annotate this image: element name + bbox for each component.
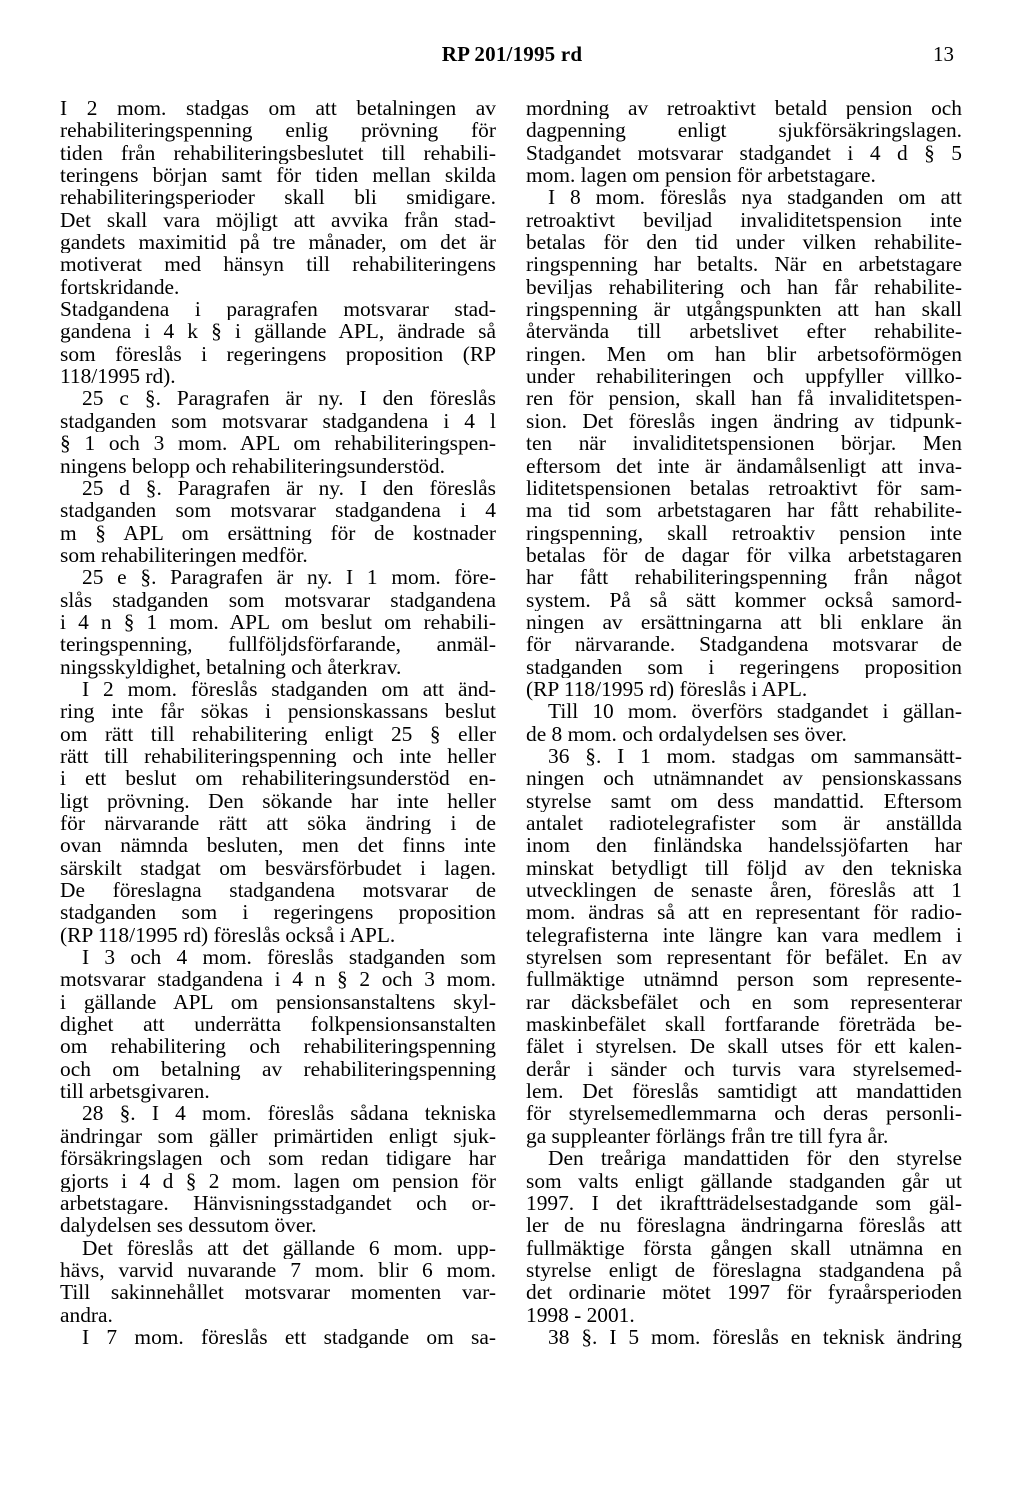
text-line: till arbetsgivaren. [60,1079,210,1104]
text-line: om rehabilitering och rehabiliteringspenning [60,1035,496,1058]
text-line: arbetstagare. Hänvisningsstadgandet och or- [60,1191,496,1215]
text-line: tiden från rehabiliteringsbeslutet till rehabili- [60,141,496,165]
text-line: ringen. Men om han blir arbetsoförmögen [526,342,962,366]
text-line: det ordinarie mötet 1997 för fyraårsperioden [526,1281,962,1304]
text-line: gandena i 4 k § i gällande APL, ändrade så [60,320,496,343]
text-line: om rätt till rehabilitering enligt 25 § eller [60,722,496,745]
text-line: betalas för de dagar för vilka arbetstagaren [526,543,962,567]
text-line: ovan nämnda besluten, men det finns inte [60,834,496,857]
right-column [526,97,962,1348]
text-line: 38 §. I 5 mom. föreslås en teknisk ändring [548,1325,962,1349]
text-line: ringspenning är utgångspunkten att han skall [526,298,962,321]
text-line: ma tid som arbetstagaren har fått rehabilite- [526,499,962,522]
document-title: RP 201/1995 rd [441,42,583,66]
text-line: ga suppleanter förlängs från tre till fyra år. [526,1123,889,1148]
text-line: mom. ändras så att en representant för radio- [526,901,962,924]
text-line: Stadgandet motsvarar stadgandet i 4 d § 5 [526,141,962,165]
text-line: minskat betydligt till följd av den tekniska [526,856,962,880]
text-line: motiverat med hänsyn till rehabiliteringens [60,253,496,276]
text-line: gandets maximitid på tre månader, om det är [60,231,496,254]
text-line: stadganden som i regeringens proposition [526,655,962,678]
text-line: 118/1995 rd). [60,364,176,389]
text-line: som valts enligt gällande stadganden går ut [526,1169,962,1192]
text-line: mordning av retroaktivt betald pension och [526,97,962,120]
text-line: derår i sänder och turvis vara styrelsemed- [526,1057,962,1081]
text-line: (RP 118/1995 rd) föreslås också i APL. [60,922,396,947]
text-line: § 1 och 3 mom. APL om rehabiliteringspen- [60,432,496,455]
text-line: ringspenning, skall retroaktiv pension inte [526,521,962,544]
text-line: (RP 118/1995 rd) föreslås i APL. [526,676,808,701]
text-line: I 8 mom. föreslås nya stadganden om att [548,186,962,209]
text-line: 25 e §. Paragrafen är ny. I 1 mom. före- [82,566,496,589]
text-line: motsvarar stadgandena i 4 n § 2 och 3 mom. [60,968,496,991]
text-line: styrelse enligt de föreslagna stadgandena på [526,1258,962,1282]
text-line: andra. [60,1302,113,1327]
text-line: dighet att underrätta folkpensionsanstalten [60,1013,496,1036]
text-line: teringens början samt för tiden mellan skilda [60,164,496,187]
text-line: styrelsen som representant för befälet. En av [526,946,962,969]
text-line: slås stadganden som motsvarar stadgandena [60,588,496,611]
text-line: ningens belopp och rehabiliteringsunderstöd. [60,453,445,478]
text-line: för närvarande. Stadgandena motsvarar de [526,633,962,656]
text-line: för närvarande rätt att söka ändring i de [60,812,496,835]
text-line: Det föreslås att det gällande 6 mom. upp- [82,1236,496,1259]
text-line: rehabiliteringsperioder skall bli smidigare. [60,186,496,209]
text-line: beviljas rehabilitering och han får rehabilite- [526,275,962,299]
text-line: Till 10 mom. överförs stadgandet i gällan- [548,700,962,723]
text-line: ligt prövning. Den sökande har inte heller [60,789,496,812]
text-line: återvända till arbetslivet efter rehabilite- [526,320,962,343]
text-line: 25 c §. Paragrafen är ny. I den föreslås [82,387,496,410]
text-line: ring inte får sökas i pensionskassans beslut [60,700,496,723]
text-line: fullmäktige första gången skall utnämna en [526,1236,962,1259]
text-line: telegrafisterna inte längre kan vara medlem i [526,923,962,947]
text-line: ten när invaliditetspensionen börjar. Men [526,432,962,455]
text-line: dalydelsen ses dessutom över. [60,1213,317,1238]
text-line: maskinbefälet skall fortfarande företräda be- [526,1013,962,1036]
text-line: ningsskyldighet, betalning och återkrav. [60,654,402,679]
text-line: under rehabiliteringen och uppfyller villko- [526,365,962,388]
text-line: hävs, varvid nuvarande 7 mom. blir 6 mom. [60,1258,496,1282]
page-header [0,42,1024,76]
text-line: lem. Det föreslås samtidigt att mandattiden [526,1080,962,1103]
text-line: ringspenning har betalts. När en arbetstagare [526,253,962,276]
text-line: Det skall vara möjligt att avvika från stad- [60,208,496,232]
text-line: i 4 n § 1 mom. APL om beslut om rehabili- [60,610,496,634]
text-line: stadganden som i regeringens proposition [60,901,496,924]
text-line: sion. Det föreslås ingen ändring av tidpunk- [526,409,962,433]
left-column [60,97,496,1348]
text-line: gjorts i 4 d § 2 mom. lagen om pension för [60,1169,496,1192]
text-line: system. På så sätt kommer också samord- [526,588,962,611]
text-line: retroaktivt beviljad invaliditetspension inte [526,208,962,232]
text-line: stadganden som motsvarar stadgandena i 4 [60,499,496,522]
text-line: I 7 mom. föreslås ett stadgande om sa- [82,1325,496,1349]
text-line: 28 §. I 4 mom. föreslås sådana tekniska [82,1102,496,1125]
text-line: I 2 mom. stadgas om att betalningen av [60,97,496,120]
text-line: stadganden som motsvarar stadgandena i 4 l [60,409,496,433]
text-line: rehabiliteringspenning enlig prövning för [60,119,496,142]
text-line: 36 §. I 1 mom. stadgas om sammansätt- [548,744,962,768]
text-line: ningen och utnämnandet av pensionskassans [526,767,962,790]
text-line: 25 d §. Paragrafen är ny. I den föreslås [82,476,496,500]
text-line: Stadgandena i paragrafen motsvarar stad- [60,298,496,321]
text-line: i ett beslut om rehabiliteringsunderstöd en- [60,767,496,790]
text-line: särskilt stadgat om besvärsförbudet i lagen. [60,856,496,880]
text-line: som rehabiliteringen medför. [60,542,308,567]
text-line: rar däcksbefälet och en som representerar [526,990,962,1014]
text-line: styrelse samt om dess mandattid. Eftersom [526,789,962,812]
text-line: teringspenning, fullföljdsförfarande, anmäl- [60,633,496,656]
text-line: inom den finländska handelssjöfarten har [526,834,962,857]
text-line: och om betalning av rehabiliteringspenning [60,1057,496,1081]
text-line: ler de nu föreslagna ändringarna föreslås att [526,1214,962,1237]
text-line: eftersom det inte är ändamålsenligt att inva- [526,454,962,477]
text-line: de 8 mom. och ordalydelsen ses över. [526,721,847,746]
text-line: liditetspensionen betalas retroaktivt för sam- [526,476,962,500]
text-line: Till sakinnehållet motsvarar momenten var- [60,1281,496,1304]
text-line: ren för pension, skall han få invaliditetspen- [526,387,962,410]
text-line: fortskridande. [60,274,180,299]
text-line: dagpenning enligt sjukförsäkringslagen. [526,119,962,142]
text-line: rätt till rehabiliteringspenning och inte heller [60,744,496,768]
text-line: fälet i styrelsen. De skall utses för ett kalen- [526,1035,962,1058]
text-line: I 2 mom. föreslås stadganden om att änd- [82,677,496,701]
text-line: utvecklingen de senaste åren, föreslås att 1 [526,879,962,902]
text-line: m § APL om ersättning för de kostnader [60,521,496,544]
text-line: ningen av ersättningarna att bli enklare än [526,610,962,634]
text-line: De föreslagna stadgandena motsvarar de [60,879,496,902]
text-line: I 3 och 4 mom. föreslås stadganden som [82,946,496,969]
text-line: betalas för den tid under vilken rehabilite- [526,231,962,254]
text-line: som föreslås i regeringens proposition (RP [60,342,496,366]
text-line: i gällande APL om pensionsanstaltens skyl- [60,990,496,1014]
text-line: försäkringslagen och som redan tidigare har [60,1147,496,1170]
text-line: för styrelsemedlemmarna och deras personli- [526,1102,962,1125]
text-line: Den treåriga mandattiden för den styrelse [548,1147,962,1170]
text-line: 1998 - 2001. [526,1302,635,1327]
page-number: 13 [933,42,954,66]
text-line: mom. lagen om pension för arbetstagare. [526,163,876,188]
text-line: fullmäktige utnämnd person som represente- [526,968,962,991]
text-line: har fått rehabiliteringspenning från något [526,566,962,589]
text-line: ändringar som gäller primärtiden enligt sjuk- [60,1124,496,1148]
text-line: 1997. I det ikraftträdelsestadgande som gäl- [526,1191,962,1215]
text-line: antalet radiotelegrafister som är anställda [526,812,962,835]
